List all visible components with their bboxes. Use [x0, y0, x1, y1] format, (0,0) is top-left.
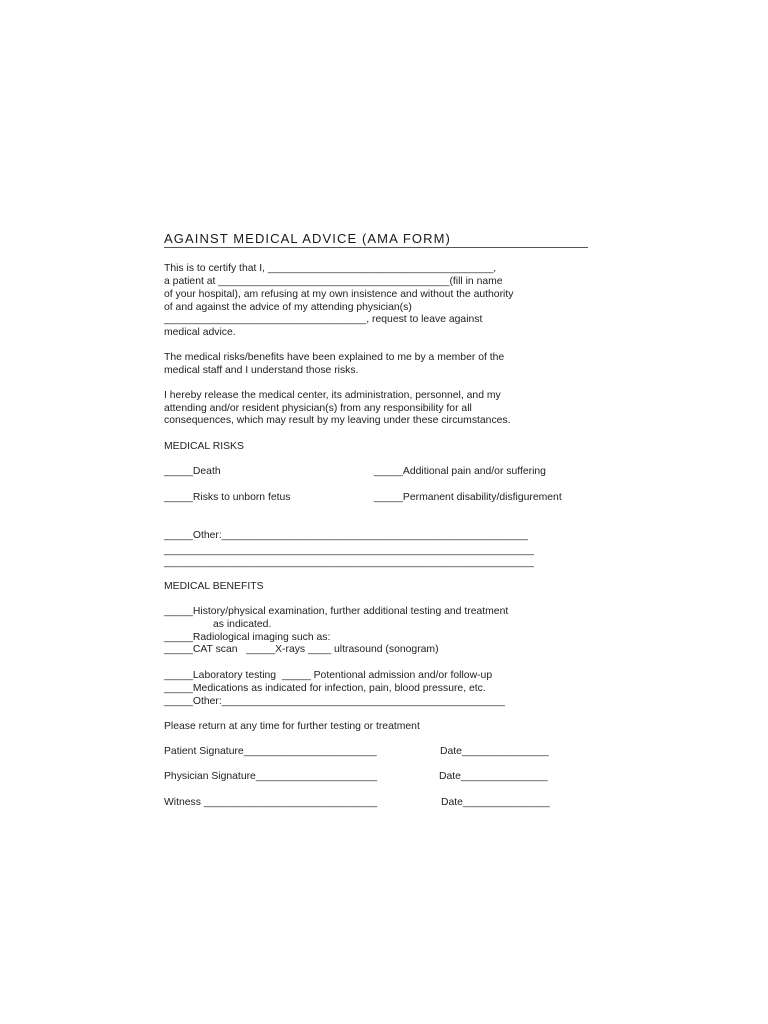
benefit-history-physical: _____History/physical examination, further additional testing and treatment — [164, 606, 509, 617]
benefit-medications: _____Medications as indicated for infection, pain, blood pressure, etc. — [164, 683, 486, 694]
release-line-3: consequences, which may result by my leaving under these circumstances. — [164, 415, 511, 426]
physician-signature-line: Physician Signature_____________________ — [164, 771, 378, 782]
return-notice: Please return at any time for further testing or treatment — [164, 721, 420, 732]
risk-death: _____Death — [164, 466, 221, 477]
patient-date-line: Date_______________ — [440, 746, 549, 757]
certify-line-3: of your hospital), am refusing at my own insistence and without the authority — [164, 289, 514, 300]
risks-explained-line-1: The medical risks/benefits have been explained to me by a member of the — [164, 352, 505, 363]
medical-risks-heading: MEDICAL RISKS — [164, 441, 244, 452]
benefit-other: _____Other:_________________________________________________ — [164, 696, 505, 707]
medical-benefits-heading: MEDICAL BENEFITS — [164, 581, 264, 592]
physician-date-line: Date_______________ — [439, 771, 548, 782]
risk-other: _____Other:_____________________________________________________ — [164, 530, 529, 541]
risk-other-line-2: ________________________________________________________________ — [164, 545, 534, 556]
release-line-1: I hereby release the medical center, its administration, personnel, and my — [164, 390, 501, 401]
benefit-imaging-types: _____CAT scan _____X-rays ____ ultrasound (sonogram) — [164, 644, 439, 655]
certify-line-2: a patient at ________________________________________(fill in name — [164, 276, 503, 287]
risk-permanent-disability: _____Permanent disability/disfigurement — [374, 492, 562, 503]
risk-other-line-3: ________________________________________________________________ — [164, 557, 534, 568]
benefit-as-indicated: as indicated. — [213, 619, 272, 630]
risk-additional-pain: _____Additional pain and/or suffering — [374, 466, 546, 477]
title-underline — [164, 247, 588, 248]
patient-signature-line: Patient Signature_______________________ — [164, 746, 377, 757]
certify-line-6: medical advice. — [164, 327, 236, 338]
certify-line-1: This is to certify that I, _______________________________________, — [164, 263, 497, 274]
release-line-2: attending and/or resident physician(s) from any responsibility for all — [164, 403, 472, 414]
form-title: AGAINST MEDICAL ADVICE (AMA FORM) — [164, 231, 451, 246]
benefit-laboratory: _____Laboratory testing _____ Potentional admission and/or follow-up — [164, 670, 493, 681]
benefit-radiological: _____Radiological imaging such as: — [164, 632, 331, 643]
certify-line-4: of and against the advice of my attending physician(s) — [164, 302, 412, 313]
witness-signature-line: Witness ______________________________ — [164, 797, 378, 808]
certify-line-5: ___________________________________, request to leave against — [164, 314, 483, 325]
risk-unborn-fetus: _____Risks to unborn fetus — [164, 492, 291, 503]
risks-explained-line-2: medical staff and I understand those risks. — [164, 365, 359, 376]
witness-date-line: Date_______________ — [441, 797, 550, 808]
